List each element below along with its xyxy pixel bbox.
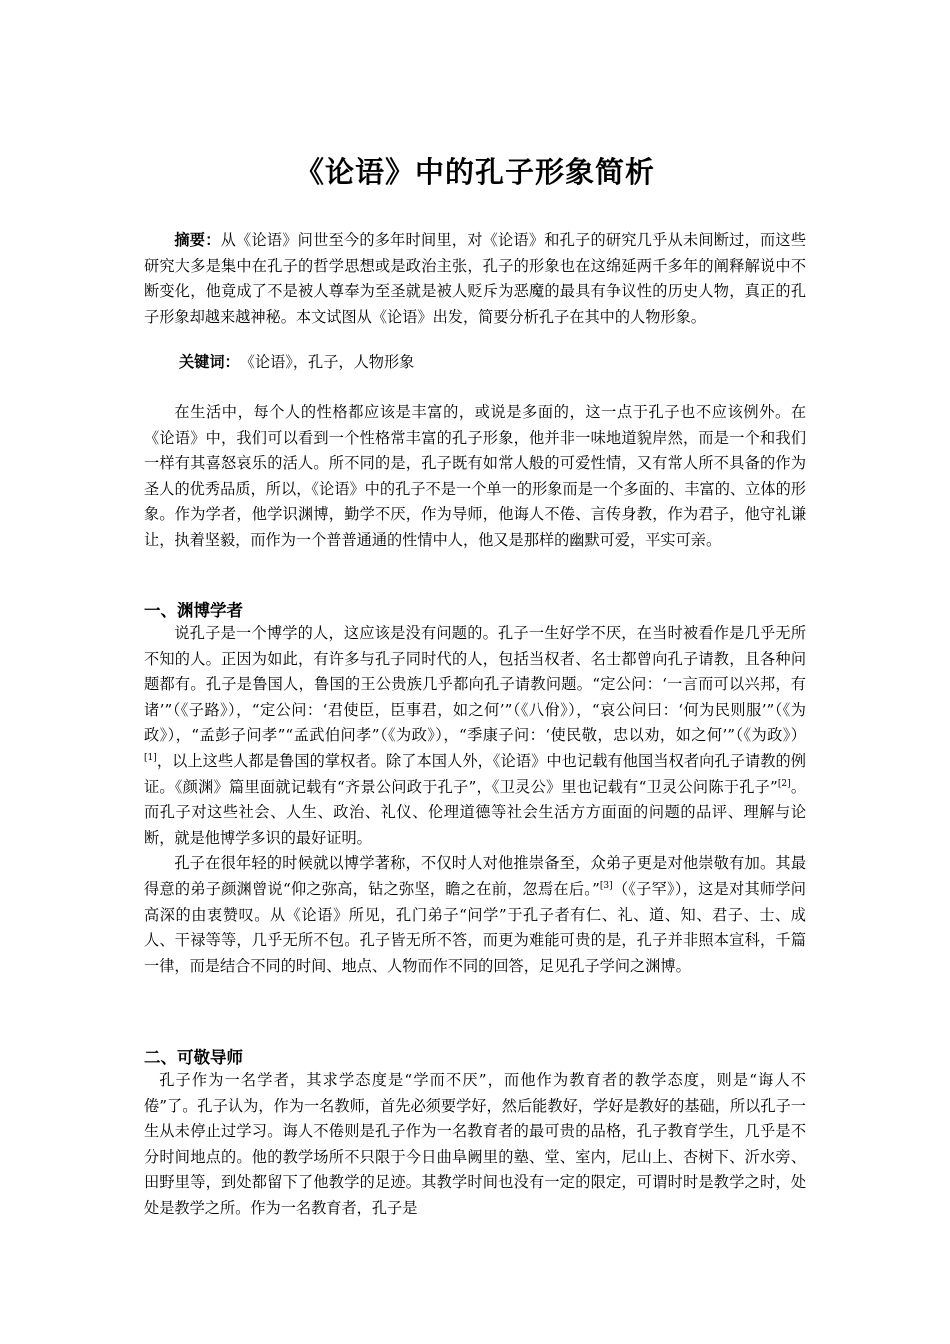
- citation-ref-1[interactable]: [1]: [144, 752, 157, 763]
- abstract-paragraph: [144, 228, 806, 330]
- abstract-label: 摘要：: [174, 231, 221, 249]
- text-run: 说孔子是一个博学的人，这应该是没有问题的。孔子一生好学不厌，在当时被看作是几乎无所不知的人。正因为如此，有许多与孔子同时代的人，包括当权者、名士都曾向孔子请教，且各种问题都有。孔子是鲁国人，鲁国的王公贵族几乎都向孔子请教问题。“定公问：‘一言而可以兴邦，有诸’”（《子路》），“定公问：‘君使臣，臣事君，如之何’”（《八佾》），“哀公问曰：‘何为民则服’”（《为政》），“孟彭子问孝”“孟武伯问孝”（《为政》），“季康子问：‘使民敬，忠以劝，如之何’”（《为政》）: [144, 624, 806, 745]
- introduction: [144, 400, 806, 554]
- text-run: （《子罕》），这是对其师学问高深的由衷赞叹。从《论语》所见，孔门弟子“问学”于孔子者有仁、礼、道、知、君子、士、成人、干禄等等，几乎无所不包。孔子皆无所不答，而更为难能可贵的是，孔子并非照本宣科，千篇一律，而是结合不同的时间、地点、人物而作不同的回答，足见孔子学问之渊博。: [144, 879, 806, 975]
- citation-ref-2[interactable]: [2]: [777, 778, 791, 789]
- abstract: [144, 228, 806, 330]
- section-heading-1: 一、渊博学者: [144, 601, 243, 620]
- paper-title: 《论语》中的孔子形象简析: [294, 155, 655, 189]
- section-1-body: [144, 621, 806, 979]
- text-run: 。而孔子对这些社会、人生、政治、礼仪、伦理道德等社会生活方方面面的问题的品评、理解与论断，就是他博学多识的最好证明。: [144, 777, 807, 847]
- abstract-text: 从《论语》问世至今的多年时间里，对《论语》和孔子的研究几乎从未间断过，而这些研究大多是集中在孔子的哲学思想或是政治主张，孔子的形象也在这绵延两千多年的阐释解说中不断变化，他竟成了不是被人尊奉为至圣就是被人贬斥为恶魔的最具有争议性的历史人物，真正的孔子形象却越来越神秘。本文试图从《论语》出发，简要分析孔子在其中的人物形象。: [144, 231, 807, 326]
- text-run: 孔子在很年轻的时候就以博学著称，不仅时人对他推崇备至，众弟子更是对他崇敬有加。其最得意的弟子颜渊曾说“仰之弥高，钻之弥坚，瞻之在前，忽焉在后。”: [144, 854, 806, 898]
- citation-ref-3[interactable]: [3]: [599, 880, 613, 891]
- section-2-body: [144, 1068, 806, 1222]
- keywords-label: 关键词：: [178, 353, 240, 371]
- section-1-paragraph-1: [144, 621, 806, 851]
- section-heading-2: 二、可敬导师: [144, 1048, 243, 1067]
- section-2-paragraph-1: 孔子作为一名学者，其求学态度是“学而不厌”，而他作为教育者的教学态度，则是“诲人不倦”了。孔子认为，作为一名教师，首先必须要学好，然后能教好，学好是教好的基础，所以孔子一生从未停止过学习。诲人不倦则是孔子作为一名教育者的最可贵的品格，孔子教育学生，几乎是不分时间地点的。他的教学场所不只限于今日曲阜阙里的塾、堂、室内，尼山上、杏树下、沂水旁、田野里等，到处都留下了他教学的足迹。其教学时间也没有一定的限定，可谓时时是教学之时，处处是教学之所。作为一名教育者，孔子是: [144, 1071, 806, 1217]
- text-run: ，以上这些人都是鲁国的掌权者。除了本国人外，《论语》中也记载有他国当权者向孔子请教的例证。《颜渊》篇里面就记载有“齐景公问政于孔子”，《卫灵公》里也记载有“卫灵公问陈于孔子”: [144, 751, 806, 796]
- section-1-paragraph-2: [144, 851, 806, 979]
- intro-paragraph: 在生活中，每个人的性格都应该是丰富的，或说是多面的，这一点于孔子也不应该例外。在《论语》中，我们可以看到一个性格常丰富的孔子形象，他并非一味地道貌岸然，而是一个和我们一样有其喜怒哀乐的活人。所不同的是，孔子既有如常人般的可爱性情，又有常人所不具备的作为圣人的优秀品质，所以，《论语》中的孔子不是一个单一的形象而是一个多面的、丰富的、立体的形象。作为学者，他学识渊博，勤学不厌，作为导师，他诲人不倦、言传身教，作为君子，他守礼谦让，执着坚毅，而作为一个普普通通的性情中人，他又是那样的幽默可爱，平实可亲。: [144, 403, 806, 549]
- keywords: [144, 350, 806, 376]
- keywords-text: 《论语》，孔子，人物形象: [239, 353, 415, 371]
